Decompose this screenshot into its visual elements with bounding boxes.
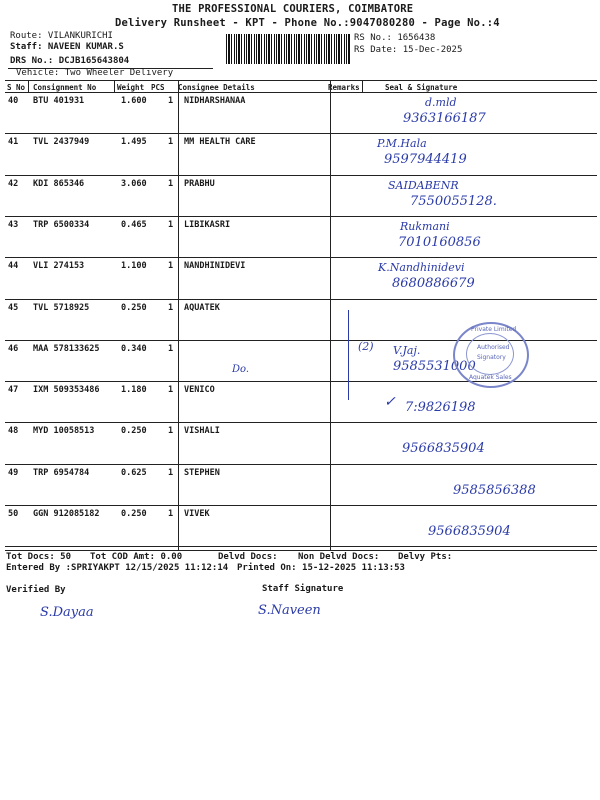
col-consignment: Consignment No	[33, 83, 97, 92]
delivery-points: Delvy Pts:	[398, 552, 453, 562]
row-consignee-name: MM HEALTH CARE	[184, 137, 256, 148]
row-sno: 42	[8, 178, 19, 189]
staff-signature: S.Naveen	[258, 603, 321, 618]
row-weight: 0.250	[121, 509, 147, 519]
remark-ditto: Do.	[232, 364, 250, 375]
row-pcs: 1	[168, 137, 174, 148]
row-sno: 45	[8, 302, 19, 313]
delivered-docs: Delvd Docs:	[218, 552, 278, 562]
drs-number: DRS No.: DCJB165643804	[10, 56, 130, 66]
row-consignee-name: LIBIKASRI	[184, 219, 231, 230]
col-seal-signature: Seal & Signature	[385, 83, 458, 92]
row-signature: K.Nandhinidevi	[378, 261, 465, 275]
row-consignee-name: STEPHEN	[184, 467, 220, 478]
row-divider	[5, 505, 597, 506]
row-weight: 0.465	[121, 219, 147, 230]
row-divider	[5, 299, 597, 300]
col-remarks: Remarks	[328, 83, 360, 92]
row-divider	[5, 257, 597, 258]
row-consignment-no: GGN 912085182	[33, 509, 100, 519]
row-sno: 49	[8, 467, 19, 478]
row-consignment-no: KDI 865346	[33, 178, 85, 189]
rs-date: RS Date: 15-Dec-2025	[354, 45, 463, 55]
row-sno: 40	[8, 96, 19, 106]
col-consignee: Consignee Details	[178, 83, 255, 92]
row-signature: SAIDABENR	[388, 178, 459, 192]
row-consignee-name: VISHALI	[184, 426, 220, 437]
verified-by-label: Verified By	[6, 585, 66, 595]
row-consignment-no: MAA 578133625	[33, 343, 100, 354]
row-pcs: 1	[168, 302, 174, 313]
barcode	[226, 34, 350, 64]
table-header-border	[5, 92, 597, 93]
row-weight: 1.100	[121, 261, 147, 272]
verified-signature: S.Dayaa	[40, 605, 94, 620]
row-weight: 0.250	[121, 302, 147, 313]
row-consignment-no: TRP 6954784	[33, 467, 90, 478]
printed-on: Printed On: 15-12-2025 11:13:53	[237, 563, 405, 573]
row-signature-phone: 9585856388	[453, 482, 536, 498]
row-signature: d.mld	[425, 96, 457, 109]
row-weight: 0.340	[121, 343, 147, 354]
non-delivered-docs: Non Delvd Docs:	[298, 552, 380, 562]
row-signature-phone: 7:9826198	[405, 400, 476, 416]
row-pcs: 1	[168, 261, 174, 272]
col-weight: Weight	[117, 83, 145, 92]
row-signature-phone: 9597944419	[384, 152, 467, 168]
row-sno: 43	[8, 219, 19, 230]
row-weight: 0.625	[121, 467, 147, 478]
staff-signature-label: Staff Signature	[262, 584, 344, 594]
row-weight: 1.180	[121, 385, 147, 396]
row-signature: V.Jaj.	[393, 343, 421, 357]
row-signature-phone: 7010160856	[398, 234, 481, 250]
staff-label: Staff: NAVEEN KUMAR.S	[10, 42, 124, 52]
row-consignment-no: TVL 5718925	[33, 302, 90, 313]
row-consignee-name: PRABHU	[184, 178, 215, 189]
row-weight: 1.495	[121, 137, 147, 148]
row-signature-phone: 9566835904	[428, 524, 511, 539]
row-sno: 50	[8, 509, 19, 519]
row-pcs: 1	[168, 385, 174, 396]
row-consignee-name: NIDHARSHANAA	[184, 96, 246, 106]
row-consignee-name: VENICO	[184, 385, 215, 396]
runsheet-title: Delivery Runsheet - KPT - Phone No.:9047080280 - Page No.:4	[115, 17, 500, 29]
row-signature-phone: 9585531000	[393, 358, 476, 374]
row-consignment-no: TRP 6500334	[33, 219, 90, 230]
company-stamp: Private Limited Authorised Signatory Aquatek Sales	[453, 322, 529, 388]
row-signature: P.M.Hala	[377, 137, 427, 151]
company-title: THE PROFESSIONAL COURIERS, COIMBATORE	[172, 3, 414, 15]
row-divider	[5, 546, 597, 547]
row-pcs: 1	[168, 509, 174, 519]
table-top-border	[5, 80, 597, 81]
row-consignment-no: MYD 10058513	[33, 426, 95, 437]
row-consignment-no: TVL 2437949	[33, 137, 90, 148]
table-bottom-border	[5, 550, 597, 551]
row-sno: 46	[8, 343, 19, 354]
row-signature-phone: 8680886679	[392, 276, 475, 292]
row-pcs: 1	[168, 178, 174, 189]
row-consignment-no: IXM 509353486	[33, 385, 100, 396]
remark-circle-mark: (2)	[358, 340, 374, 353]
row-sno: 41	[8, 137, 19, 148]
row-signature: Rukmani	[400, 219, 450, 233]
row-sno: 48	[8, 426, 19, 437]
row-consignment-no: VLI 274153	[33, 261, 85, 272]
row-weight: 1.600	[121, 96, 147, 106]
row-signature-phone: 9363166187	[403, 111, 486, 126]
row-divider	[5, 422, 597, 423]
row-weight: 0.250	[121, 426, 147, 437]
row-weight: 3.060	[121, 178, 147, 189]
col-sno: S No	[7, 83, 26, 92]
entered-by: Entered By :SPRIYAKPT 12/15/2025 11:12:14	[6, 563, 229, 573]
row-pcs: 1	[168, 96, 174, 106]
total-cod: Tot COD Amt: 0.00	[90, 552, 183, 562]
tick-mark: ✓	[384, 394, 396, 410]
row-divider	[5, 133, 597, 134]
row-consignee-name: VIVEK	[184, 509, 210, 519]
row-divider	[5, 175, 597, 176]
row-divider	[5, 216, 597, 217]
row-sno: 44	[8, 261, 19, 272]
rs-number: RS No.: 1656438	[354, 33, 436, 43]
row-consignee-name: AQUATEK	[184, 302, 220, 313]
route-label: Route: VILANKURICHI	[10, 31, 113, 41]
col-pcs: PCS	[151, 83, 165, 92]
row-consignee-name: NANDHINIDEVI	[184, 261, 246, 272]
vehicle-label: Vehicle: Two Wheeler Delivery	[16, 68, 174, 78]
total-docs: Tot Docs: 50	[6, 552, 72, 562]
row-divider	[5, 464, 597, 465]
row-consignment-no: BTU 401931	[33, 96, 85, 106]
row-pcs: 1	[168, 343, 174, 354]
row-pcs: 1	[168, 426, 174, 437]
row-signature-phone: 9566835904	[402, 441, 485, 457]
row-pcs: 1	[168, 219, 174, 230]
row-pcs: 1	[168, 467, 174, 478]
row-signature-phone: 7550055128.	[410, 193, 497, 209]
row-sno: 47	[8, 385, 19, 396]
remark-bracket	[348, 310, 349, 400]
